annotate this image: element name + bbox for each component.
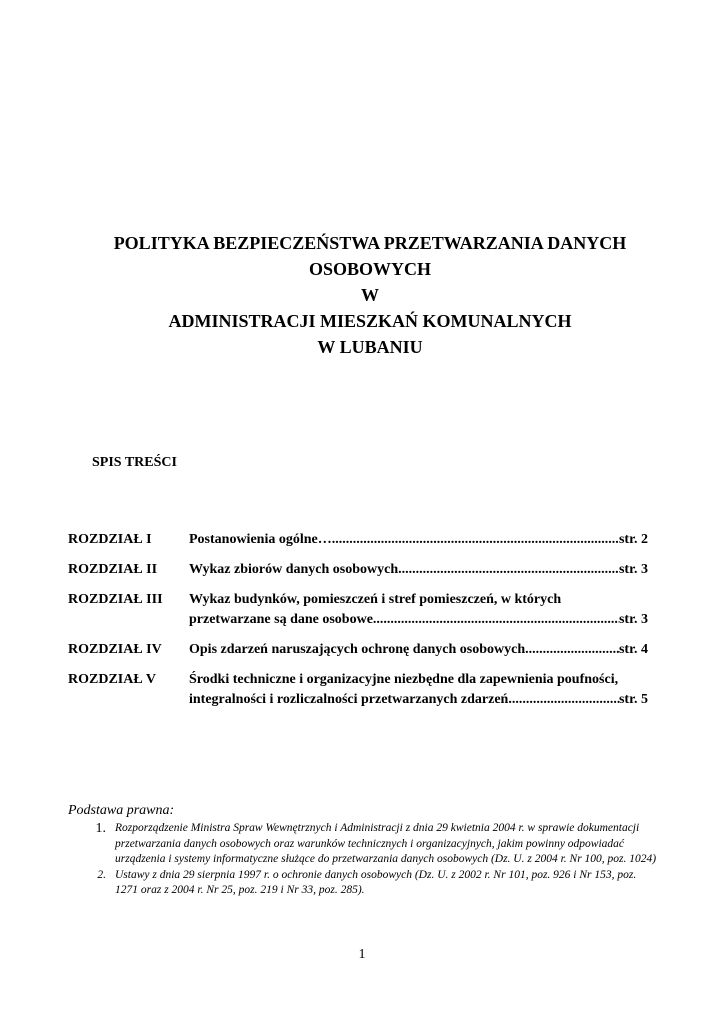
toc-row-5 xyxy=(68,670,648,710)
toc-chapter: ROZDZIAŁ III xyxy=(68,592,163,607)
title-line-5: W LUBANIU xyxy=(317,337,423,357)
toc-page-ref: str. 4 xyxy=(618,642,648,657)
document-title xyxy=(60,230,680,360)
legal-item-number: 2. xyxy=(97,868,106,881)
legal-item xyxy=(68,868,658,899)
toc-entry-title-cont: integralności i rozliczalności przetwarzanych zdarzeń xyxy=(189,692,509,707)
toc-entry xyxy=(189,670,648,710)
toc-page-ref: str. 2 xyxy=(618,532,648,547)
toc-entry-title-cont: przetwarzane są dane osobowe xyxy=(189,612,373,627)
toc-entry-title: Wykaz zbiorów danych osobowych xyxy=(189,562,399,577)
toc-page-ref: str. 5 xyxy=(618,692,648,707)
toc-entry-title: Opis zdarzeń naruszających ochronę danych osobowych xyxy=(189,642,526,657)
toc-row-3 xyxy=(68,590,648,630)
legal-item-text: Rozporządzenie Ministra Spraw Wewnętrznych i Administracji z dnia 29 kwietnia 2004 r. w sprawie dokumentacji przetwarzania danych osobowych oraz warunków technicznych i organizacyjnych, jakim powinny odpowiadać urządzenia i systemy informatyczne służące do przetwarzania danych osobowych (Dz. U. z 2004 r. Nr 100, poz. 1024) xyxy=(115,822,657,865)
toc-row-4 xyxy=(68,640,648,660)
legal-item-number: 1. xyxy=(95,821,106,836)
toc-chapter: ROZDZIAŁ IV xyxy=(68,642,162,657)
legal-basis xyxy=(68,803,658,899)
title-line-1: POLITYKA BEZPIECZEŃSTWA PRZETWARZANIA DANYCH xyxy=(113,233,627,253)
table-of-contents xyxy=(68,530,648,720)
title-line-3: W xyxy=(361,285,379,305)
dot-leader xyxy=(373,610,619,630)
dot-leader xyxy=(508,690,619,710)
toc-chapter: ROZDZIAŁ II xyxy=(68,562,158,577)
toc-entry-title: Postanowienia ogólne… xyxy=(189,532,332,547)
title-line-2: OSOBOWYCH xyxy=(308,259,432,279)
toc-row-2 xyxy=(68,560,648,580)
dot-leader xyxy=(332,530,619,550)
dot-leader xyxy=(398,560,619,580)
toc-heading: SPIS TREŚCI xyxy=(92,455,177,470)
toc-entry xyxy=(189,560,648,580)
legal-item xyxy=(68,821,658,868)
toc-page-ref: str. 3 xyxy=(618,562,648,577)
dot-leader xyxy=(525,640,619,660)
toc-page-ref: str. 3 xyxy=(618,612,648,627)
toc-chapter: ROZDZIAŁ I xyxy=(68,532,152,547)
toc-chapter: ROZDZIAŁ V xyxy=(68,672,157,687)
legal-basis-heading: Podstawa prawna: xyxy=(68,803,175,818)
toc-entry xyxy=(189,640,648,660)
toc-entry xyxy=(189,590,648,630)
toc-entry xyxy=(189,530,648,550)
legal-item-text: Ustawy z dnia 29 sierpnia 1997 r. o ochronie danych osobowych (Dz. U. z 2002 r. Nr 101, poz. 926 i Nr 153, poz. 1271 oraz z 2004 r. Nr 25, poz. 219 i Nr 33, poz. 285). xyxy=(115,868,637,896)
toc-entry-title: Wykaz budynków, pomieszczeń i stref pomieszczeń, w których xyxy=(189,592,562,607)
title-line-4: ADMINISTRACJI MIESZKAŃ KOMUNALNYCH xyxy=(168,311,572,331)
page-number: 1 xyxy=(358,947,366,962)
toc-row-1 xyxy=(68,530,648,550)
toc-entry-title: Środki techniczne i organizacyjne niezbędne dla zapewnienia poufności, xyxy=(189,672,619,687)
